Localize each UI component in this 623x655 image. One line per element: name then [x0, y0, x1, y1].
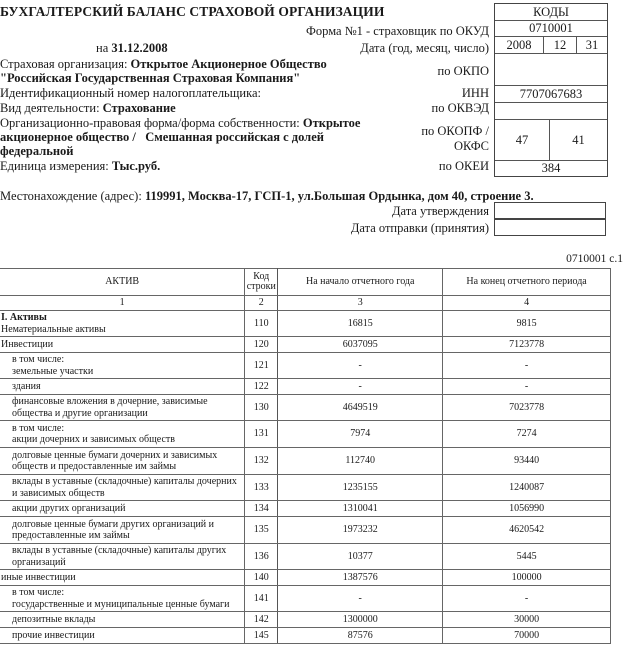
- report-date-prefix: на: [96, 41, 109, 55]
- table-row: [0, 448, 611, 475]
- legal-form-value-3: федеральной: [0, 144, 74, 158]
- okpo-code: [495, 53, 607, 85]
- okei-code: 384: [495, 160, 607, 176]
- table-row: [0, 311, 611, 337]
- table-row: [0, 421, 611, 448]
- row-code: 140: [245, 570, 278, 586]
- row-code: 134: [245, 501, 278, 517]
- okopf-okfs-codes: [495, 119, 607, 160]
- unit-line: [0, 159, 160, 173]
- row-label-cell: [0, 570, 245, 586]
- okei-label: по ОКЕИ: [438, 159, 489, 173]
- table-body: [0, 311, 611, 644]
- inn-label-left: Идентификационный номер налогоплательщика:: [0, 86, 261, 100]
- row-label: государственные и муниципальные ценные бумаги: [12, 598, 230, 610]
- report-date-value: 31.12.2008: [111, 41, 168, 55]
- row-start-value: -: [278, 586, 443, 612]
- row-code: 121: [245, 353, 278, 379]
- okopf-code: 47: [515, 132, 529, 147]
- row-code: 120: [245, 337, 278, 353]
- org-label: Страховая организация:: [0, 57, 128, 71]
- activity-label: Вид деятельности:: [0, 101, 100, 115]
- row-end-value: 7123778: [443, 337, 611, 353]
- legal-form-line: [0, 116, 360, 130]
- codes-title: КОДЫ: [533, 4, 569, 19]
- table-row: [0, 475, 611, 501]
- row-end-value: 1056990: [443, 501, 611, 517]
- row-label: долговые ценные бумаги других организаций и предоставленные им займы: [12, 518, 215, 541]
- header-code-line1: Код: [253, 270, 270, 282]
- col-number-1: 1: [0, 296, 245, 311]
- okved-code: [495, 102, 607, 119]
- row-label-cell: [0, 517, 245, 544]
- unit-value: Тыс.руб.: [111, 159, 161, 173]
- legal-form-label: Организационно-правовая форма/форма собственности:: [0, 116, 300, 130]
- date-month: 12: [543, 37, 576, 53]
- table-row: [0, 395, 611, 421]
- approval-date-label: Дата утверждения: [391, 204, 489, 218]
- row-label: прочие инвестиции: [12, 629, 95, 641]
- row-prefix: в том числе:: [12, 587, 65, 598]
- row-label-cell: [0, 395, 245, 421]
- table-header-row: [0, 269, 611, 296]
- row-label-cell: [0, 379, 245, 395]
- header-start: На начало отчетного года: [278, 269, 443, 296]
- row-end-value: 5445: [443, 544, 611, 570]
- row-end-value: 7274: [443, 421, 611, 448]
- row-code: 132: [245, 448, 278, 475]
- page-reference: 0710001 с.1: [566, 253, 623, 265]
- send-date-label: Дата отправки (принятия): [350, 221, 489, 235]
- address-line: [0, 189, 534, 203]
- date-label: Дата (год, месяц, число): [360, 41, 489, 55]
- row-start-value: 1973232: [278, 517, 443, 544]
- row-start-value: -: [278, 379, 443, 395]
- row-label: земельные участки: [12, 365, 94, 377]
- row-label: Нематериальные активы: [1, 323, 106, 335]
- table-row: [0, 517, 611, 544]
- row-code: 110: [245, 311, 278, 337]
- org-name-1: Открытое Акционерное Общество: [130, 57, 327, 71]
- row-start-value: 1310041: [278, 501, 443, 517]
- org-name-2: "Российская Государственная Страховая Компания": [0, 71, 301, 85]
- row-label-cell: [0, 475, 245, 501]
- row-code: 130: [245, 395, 278, 421]
- row-end-value: 100000: [443, 570, 611, 586]
- date-year: 2008: [506, 37, 532, 52]
- row-label-cell: [0, 337, 245, 353]
- row-code: 131: [245, 421, 278, 448]
- send-date-field[interactable]: [494, 219, 606, 236]
- column-numbers-row: [0, 296, 611, 311]
- row-label-cell: [0, 311, 245, 337]
- row-label-cell: [0, 501, 245, 517]
- row-label-cell: [0, 586, 245, 612]
- row-end-value: -: [443, 586, 611, 612]
- row-end-value: 7023778: [443, 395, 611, 421]
- row-start-value: 1235155: [278, 475, 443, 501]
- inn-code: 7707067683: [495, 85, 607, 102]
- row-start-value: 1300000: [278, 612, 443, 628]
- row-end-value: 4620542: [443, 517, 611, 544]
- row-prefix: в том числе:: [12, 354, 65, 365]
- table-row: [0, 586, 611, 612]
- approval-date-field[interactable]: [494, 202, 606, 219]
- col-number-3: 3: [278, 296, 443, 311]
- row-code: 135: [245, 517, 278, 544]
- row-code: 133: [245, 475, 278, 501]
- table-row: [0, 379, 611, 395]
- address-value: 119991, Москва-17, ГСП-1, ул.Большая Ордынка, дом 40, строение 3.: [144, 189, 534, 203]
- header-end: На конец отчетного периода: [443, 269, 611, 296]
- table-row: [0, 628, 611, 644]
- row-label-cell: [0, 421, 245, 448]
- date-codes: [495, 36, 607, 53]
- okpo-label: по ОКПО: [437, 64, 489, 78]
- table-row: [0, 501, 611, 517]
- date-day: 31: [576, 37, 607, 53]
- report-date: [96, 41, 168, 55]
- legal-form-value-2: акционерное общество / Смешанная российская с долей: [0, 130, 324, 144]
- row-label: здания: [12, 380, 41, 392]
- row-label-cell: [0, 628, 245, 644]
- col-number-2: 2: [245, 296, 278, 311]
- section-title: I. Активы: [1, 312, 47, 323]
- row-label: долговые ценные бумаги дочерних и зависимых обществ и предоставленные им займы: [12, 449, 218, 472]
- row-code: 122: [245, 379, 278, 395]
- row-start-value: 7974: [278, 421, 443, 448]
- row-end-value: -: [443, 353, 611, 379]
- row-label: Инвестиции: [1, 338, 54, 350]
- table-row: [0, 337, 611, 353]
- row-end-value: 1240087: [443, 475, 611, 501]
- row-label: иные инвестиции: [1, 571, 76, 583]
- activity-line: [0, 101, 176, 115]
- okopf-label-2: ОКФС: [453, 139, 489, 153]
- header-asset: АКТИВ: [0, 269, 245, 296]
- document-title: БУХГАЛТЕРСКИЙ БАЛАНС СТРАХОВОЙ ОРГАНИЗАЦИИ: [0, 4, 385, 19]
- row-start-value: 6037095: [278, 337, 443, 353]
- row-label-cell: [0, 612, 245, 628]
- row-start-value: 16815: [278, 311, 443, 337]
- row-code: 142: [245, 612, 278, 628]
- okopf-label-1: по ОКОПФ /: [421, 124, 489, 138]
- row-prefix: в том числе:: [12, 422, 65, 434]
- row-end-value: 70000: [443, 628, 611, 644]
- okud-label: Форма №1 - страховщик по ОКУД: [306, 24, 489, 38]
- inn-label: ИНН: [461, 86, 489, 100]
- row-start-value: 4649519: [278, 395, 443, 421]
- row-label: депозитные вклады: [12, 613, 96, 625]
- row-label: акции других организаций: [12, 502, 126, 514]
- codes-box: [494, 3, 608, 177]
- table-row: [0, 544, 611, 570]
- row-label-cell: [0, 448, 245, 475]
- okfs-code: 41: [549, 120, 607, 160]
- row-label-cell: [0, 353, 245, 379]
- row-start-value: 1387576: [278, 570, 443, 586]
- row-label: вклады в уставные (складочные) капиталы дочерних и зависимых обществ: [12, 476, 237, 499]
- table-row: [0, 353, 611, 379]
- address-label: Местонахождение (адрес):: [0, 189, 142, 203]
- row-code: 136: [245, 544, 278, 570]
- activity-value: Страхование: [102, 101, 176, 115]
- row-code: 145: [245, 628, 278, 644]
- row-end-value: -: [443, 379, 611, 395]
- row-code: 141: [245, 586, 278, 612]
- row-start-value: 112740: [278, 448, 443, 475]
- okved-label: по ОКВЭД: [431, 101, 489, 115]
- row-end-value: 9815: [443, 311, 611, 337]
- unit-label: Единица измерения:: [0, 159, 109, 173]
- row-start-value: -: [278, 353, 443, 379]
- row-end-value: 30000: [443, 612, 611, 628]
- header-code-line2: строки: [246, 281, 276, 292]
- row-end-value: 93440: [443, 448, 611, 475]
- org-line: [0, 57, 327, 71]
- row-label: финансовые вложения в дочерние, зависимые общества и другие организации: [12, 396, 208, 419]
- col-number-4: 4: [443, 296, 611, 311]
- table-row: [0, 570, 611, 586]
- header-code: [245, 269, 278, 296]
- row-start-value: 87576: [278, 628, 443, 644]
- row-label-cell: [0, 544, 245, 570]
- balance-table: [0, 268, 611, 644]
- row-label: акции дочерних и зависимых обществ: [12, 434, 176, 445]
- okud-code: 0710001: [495, 20, 607, 36]
- row-label: вклады в уставные (складочные) капиталы других организаций: [12, 545, 227, 568]
- row-start-value: 10377: [278, 544, 443, 570]
- legal-form-value-1: Открытое: [302, 116, 361, 130]
- table-row: [0, 612, 611, 628]
